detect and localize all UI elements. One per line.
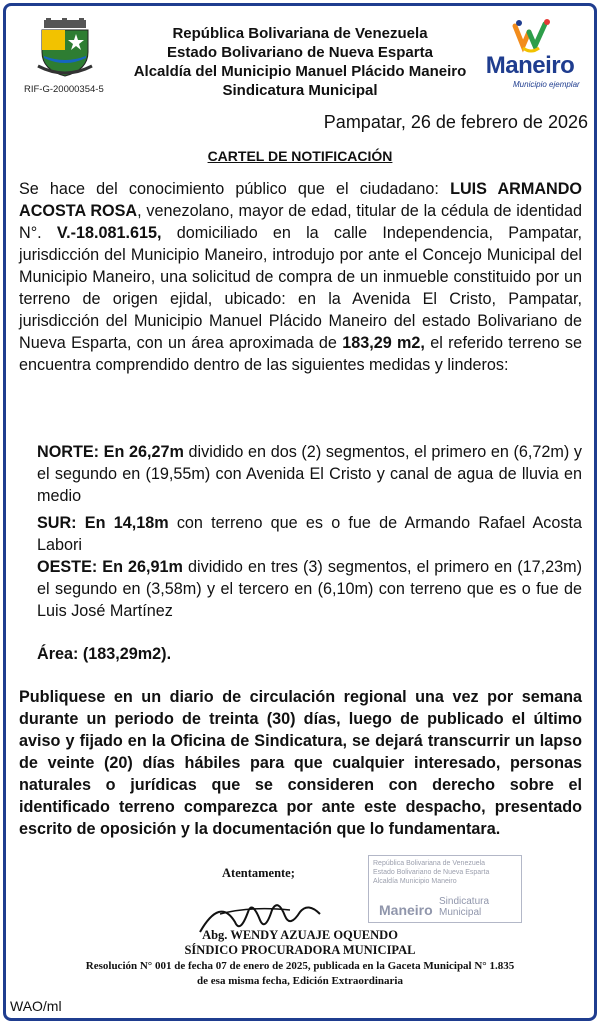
boundary-text: con terreno que es o fue de Armando Rafael Acosta Labori — [37, 514, 583, 554]
logo-tagline: Municipio ejemplar — [513, 80, 580, 89]
body-text-2: , venezolano, mayor de edad, titular de la cédula de identidad N°. — [19, 202, 582, 242]
office-stamp — [368, 855, 522, 923]
stamp-office-line: Municipal — [439, 907, 482, 918]
boundary-label: SUR: En 14,18m — [37, 514, 169, 532]
signer-name: Abg. WENDY AZUAJE OQUENDO — [202, 928, 398, 942]
stamp-office — [439, 896, 489, 918]
municipal-crest-icon — [30, 18, 100, 80]
heading-line-office: Sindicatura Municipal — [222, 82, 378, 99]
signer-resolution: Resolución N° 001 de fecha 07 de enero de 2025, publicada en la Gaceta Municipal N° 1.835 de esa misma fecha, Edición Extraordinaria — [85, 960, 515, 987]
body-text-3: domiciliado en la calle Independencia, Pampatar, jurisdicción del Municipio Maneiro, introdujo por ante el Concejo Municipal del Municipio Maneiro, una solicitud de compra de un inmueble constituido por un terreno de origen ejidal, ubicado: en la Avenida El Cristo, Pampatar, jurisdicción del Municipio Manuel Plácido Maneiro del estado Bolivariano de Nueva Esparta, con un área aproximada de — [19, 224, 582, 352]
boundary-text: dividido en dos (2) segmentos, el primero en (6,72m) y el segundo en (19,55m) con Avenida El Cristo y canal de agua de lluvia en medio — [37, 443, 582, 505]
signer-role: SÍNDICO PROCURADORA MUNICIPAL — [184, 943, 416, 957]
body-text-4: el referido terreno se encuentra comprendido dentro de las siguientes medidas y linderos: — [19, 334, 582, 374]
body-text-1: Se hace del conocimiento público que el ciudadano: — [19, 180, 451, 198]
boundary-label: NORTE: En 26,27m — [37, 443, 184, 461]
rif-number: RIF-G-20000354-5 — [24, 84, 104, 95]
stamp-line: Alcaldía Municipio Maneiro — [373, 878, 457, 885]
document-date: Pampatar, 26 de febrero de 2026 — [323, 112, 588, 132]
stamp-logo: Maneiro — [379, 902, 433, 918]
area-line: Área: (183,29m2). — [37, 645, 172, 663]
closing-salutation: Atentamente; — [222, 866, 295, 880]
heading-line-municipality: Alcaldía del Municipio Manuel Plácido Maneiro — [133, 63, 467, 80]
heading-line-state: Estado Bolivariano de Nueva Esparta — [167, 44, 433, 61]
typist-initials: WAO/ml — [10, 998, 62, 1014]
boundary-west — [37, 556, 582, 622]
logo-wordmark: Maneiro — [485, 52, 575, 79]
boundary-label: OESTE: En 26,91m — [37, 558, 183, 576]
institution-heading — [115, 24, 485, 100]
publication-paragraph: Publiquese en un diario de circulación regional una vez por semana durante un periodo de treinta (30) días, luego de publicado el último aviso y fijado en la Oficina de Sindicatura, se dejará transcurrir un lapso de veinte (20) días hábiles para que cualquier interesado, personas naturales o jurídicas que se consideren con derecho sobre el identificado terreno comparezca por ante este despacho, presentado escrito de oposición y la documentación que lo fundamentara. — [19, 688, 582, 838]
boundary-text: dividido en tres (3) segmentos, el primero en (17,23m) el segundo en (3,58m) y el tercero en (6,10m) con terreno que es o fue de Luis José Martínez — [37, 558, 582, 620]
document-title: CARTEL DE NOTIFICACIÓN — [207, 148, 393, 164]
notice-paragraph — [19, 178, 582, 376]
area-value: 183,29 m2, — [342, 334, 425, 352]
heading-line-country: República Bolivariana de Venezuela — [172, 25, 428, 42]
id-number: V.-18.081.615, — [56, 224, 162, 242]
boundary-south — [37, 512, 582, 556]
stamp-office-line: Sindicatura — [439, 896, 490, 907]
boundary-north — [37, 441, 582, 507]
letterhead — [20, 18, 580, 108]
maneiro-logo — [475, 18, 585, 98]
stamp-line: Estado Bolivariano de Nueva Esparta — [373, 869, 490, 876]
citizen-name: LUIS ARMANDO ACOSTA ROSA — [19, 180, 582, 220]
stamp-line: República Bolivariana de Venezuela — [373, 860, 486, 867]
